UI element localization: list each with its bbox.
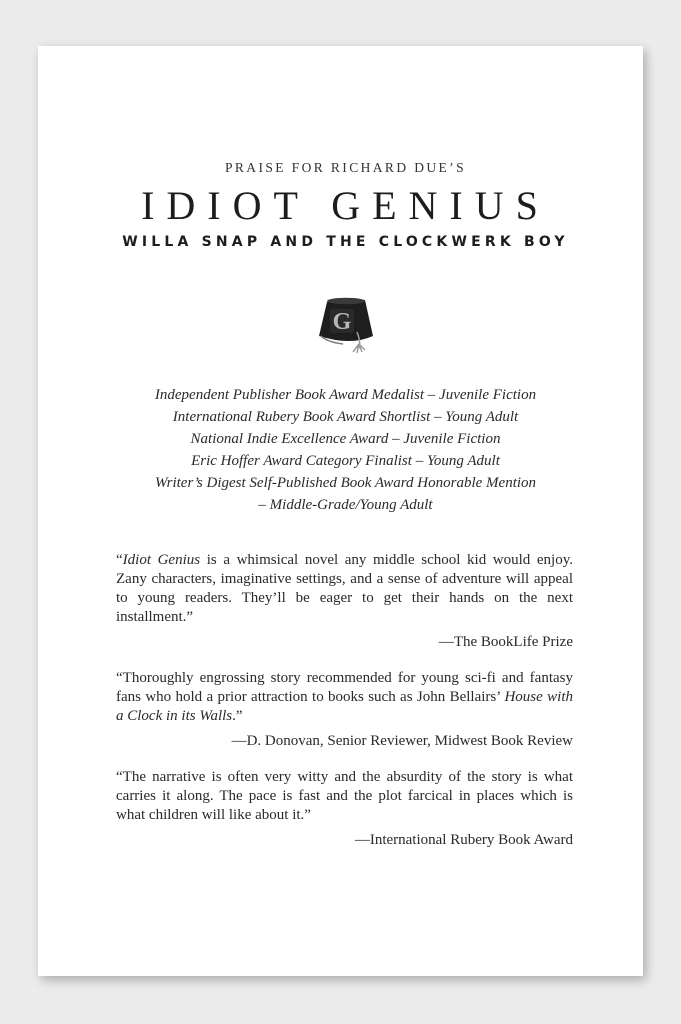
review-quote: “The narrative is often very witty and the absurdity of the story is what carries it along. The pace is fast and the plot farcical in places which is what children will like about it.” xyxy=(116,769,573,823)
book-subtitle: WILLA SNAP AND THE CLOCKWERK BOY xyxy=(122,234,569,250)
award-line: International Rubery Book Award Shortlist – Young Adult xyxy=(172,409,519,425)
fez-hat-icon xyxy=(313,292,383,356)
awards-list xyxy=(118,384,573,516)
award-line: National Indie Excellence Award – Juvenile Fiction xyxy=(190,431,501,447)
praise-kicker: PRAISE FOR RICHARD DUE’S xyxy=(224,160,466,175)
award-line: Eric Hoffer Award Category Finalist – Young Adult xyxy=(191,453,500,469)
award-line: – Middle-Grade/Young Adult xyxy=(258,497,433,513)
review-attribution: —The BookLife Prize xyxy=(438,634,573,650)
award-line: Independent Publisher Book Award Medalist – Juvenile Fiction xyxy=(154,387,537,403)
reviews-section xyxy=(116,551,573,867)
book-title-italic: Idiot Genius xyxy=(122,552,201,568)
review-attribution: —D. Donovan, Senior Reviewer, Midwest Book Review xyxy=(231,733,573,749)
book-page xyxy=(38,46,643,976)
review-block xyxy=(116,669,573,751)
book-title-italic: House with a Clock in its Walls xyxy=(116,689,573,724)
review-block xyxy=(116,768,573,850)
review-quote: “Thoroughly engrossing story recommended for young sci-fi and fantasy fans who hold a prior attraction to books such as John Bellairs’ House with a Clock in its Walls.” xyxy=(116,670,573,724)
review-block xyxy=(116,551,573,652)
logo-letter: G xyxy=(332,309,352,335)
award-line: Writer’s Digest Self-Published Book Award Honorable Mention xyxy=(154,475,537,491)
review-quote: “Idiot Genius is a whimsical novel any middle school kid would enjoy. Zany characters, imaginative settings, and a sense of adventure will appeal to young readers. They’ll be eager to get their hands on the next installment.” xyxy=(116,552,573,625)
book-title: IDIOT GENIUS xyxy=(141,183,550,228)
review-attribution: —International Rubery Book Award xyxy=(354,832,573,848)
